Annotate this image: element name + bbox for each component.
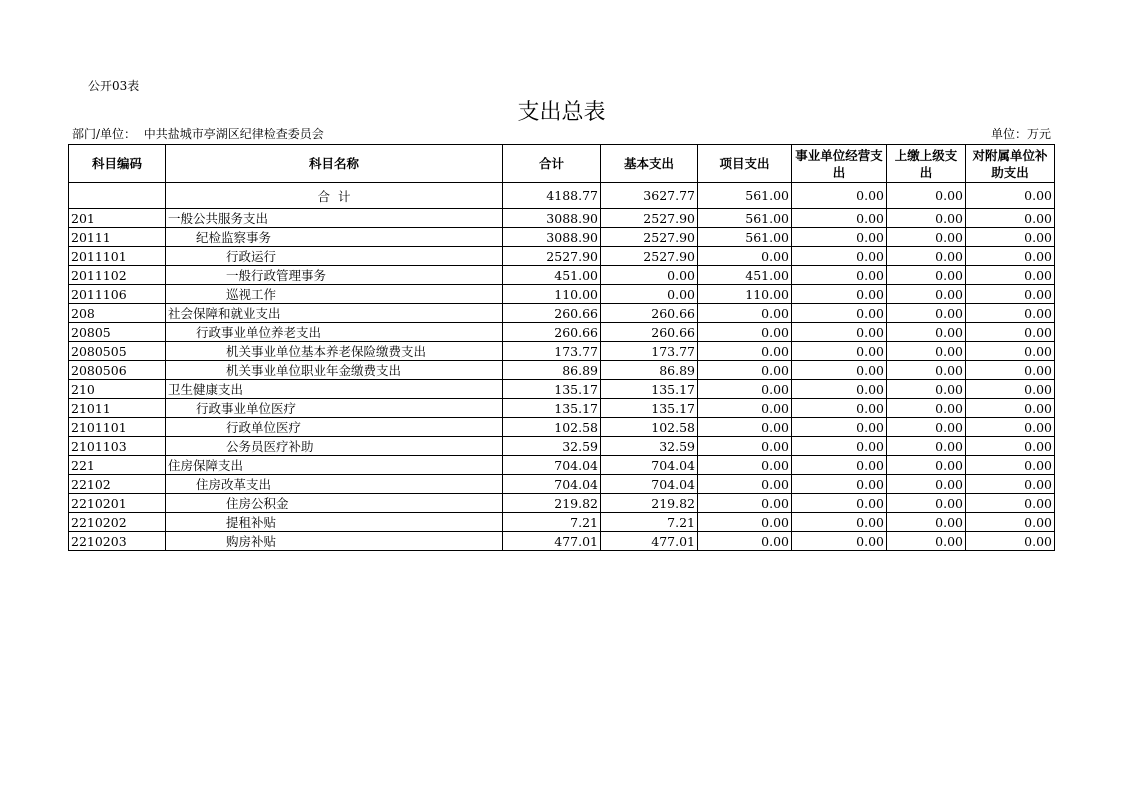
row-total: 704.04 — [503, 475, 601, 494]
row-name: 购房补贴 — [166, 532, 503, 551]
row-name: 行政事业单位医疗 — [166, 399, 503, 418]
row-upper: 0.00 — [887, 456, 966, 475]
row-name: 提租补贴 — [166, 513, 503, 532]
row-total: 3088.90 — [503, 228, 601, 247]
unit-label: 单位：万元 — [990, 127, 1051, 141]
row-business: 0.00 — [792, 494, 887, 513]
row-subsidy: 0.00 — [966, 361, 1055, 380]
row-subsidy: 0.00 — [966, 285, 1055, 304]
table-row — [69, 380, 1055, 399]
row-project: 0.00 — [698, 475, 792, 494]
row-basic: 2527.90 — [601, 247, 698, 266]
row-name: 行政事业单位养老支出 — [166, 323, 503, 342]
row-basic: 86.89 — [601, 361, 698, 380]
row-subsidy: 0.00 — [966, 475, 1055, 494]
row-basic: 704.04 — [601, 456, 698, 475]
row-basic: 173.77 — [601, 342, 698, 361]
table-row — [69, 475, 1055, 494]
header-business: 事业单位经营支出 — [792, 145, 887, 183]
row-upper: 0.00 — [887, 494, 966, 513]
row-upper: 0.00 — [887, 266, 966, 285]
row-business: 0.00 — [792, 209, 887, 228]
row-code: 2210203 — [69, 532, 166, 551]
row-upper: 0.00 — [887, 437, 966, 456]
row-upper: 0.00 — [887, 247, 966, 266]
row-business: 0.00 — [792, 513, 887, 532]
header-project: 项目支出 — [698, 145, 792, 183]
total-project: 561.00 — [698, 183, 792, 209]
department-line — [72, 125, 324, 142]
row-project: 0.00 — [698, 456, 792, 475]
row-project: 0.00 — [698, 361, 792, 380]
total-code-cell — [69, 183, 166, 209]
row-upper: 0.00 — [887, 228, 966, 247]
row-project: 0.00 — [698, 494, 792, 513]
row-business: 0.00 — [792, 456, 887, 475]
row-business: 0.00 — [792, 532, 887, 551]
header-code: 科目编码 — [69, 145, 166, 183]
row-project: 0.00 — [698, 247, 792, 266]
row-subsidy: 0.00 — [966, 228, 1055, 247]
row-code: 21011 — [69, 399, 166, 418]
row-upper: 0.00 — [887, 209, 966, 228]
table-row — [69, 513, 1055, 532]
row-total: 135.17 — [503, 380, 601, 399]
row-subsidy: 0.00 — [966, 304, 1055, 323]
row-business: 0.00 — [792, 304, 887, 323]
row-business: 0.00 — [792, 228, 887, 247]
row-upper: 0.00 — [887, 513, 966, 532]
row-upper: 0.00 — [887, 475, 966, 494]
total-subsidy: 0.00 — [966, 183, 1055, 209]
total-label: 合 计 — [166, 183, 503, 209]
row-name: 行政运行 — [166, 247, 503, 266]
table-row — [69, 285, 1055, 304]
row-project: 0.00 — [698, 437, 792, 456]
row-project: 451.00 — [698, 266, 792, 285]
row-basic: 135.17 — [601, 399, 698, 418]
row-basic: 0.00 — [601, 285, 698, 304]
table-row — [69, 247, 1055, 266]
row-business: 0.00 — [792, 323, 887, 342]
row-name: 一般行政管理事务 — [166, 266, 503, 285]
row-name: 社会保障和就业支出 — [166, 304, 503, 323]
row-total: 260.66 — [503, 323, 601, 342]
row-name: 巡视工作 — [166, 285, 503, 304]
department-label: 部门/单位： — [72, 127, 137, 141]
row-total: 135.17 — [503, 399, 601, 418]
row-code: 2011102 — [69, 266, 166, 285]
row-basic: 704.04 — [601, 475, 698, 494]
row-basic: 2527.90 — [601, 209, 698, 228]
row-basic: 135.17 — [601, 380, 698, 399]
row-business: 0.00 — [792, 342, 887, 361]
row-name: 住房改革支出 — [166, 475, 503, 494]
row-total: 260.66 — [503, 304, 601, 323]
row-code: 2210202 — [69, 513, 166, 532]
row-total: 86.89 — [503, 361, 601, 380]
row-name: 卫生健康支出 — [166, 380, 503, 399]
row-total: 32.59 — [503, 437, 601, 456]
table-row — [69, 456, 1055, 475]
row-upper: 0.00 — [887, 304, 966, 323]
row-project: 110.00 — [698, 285, 792, 304]
header-basic: 基本支出 — [601, 145, 698, 183]
row-basic: 7.21 — [601, 513, 698, 532]
row-code: 2011106 — [69, 285, 166, 304]
table-row — [69, 342, 1055, 361]
row-name: 住房公积金 — [166, 494, 503, 513]
row-name: 机关事业单位基本养老保险缴费支出 — [166, 342, 503, 361]
department-name: 中共盐城市亭湖区纪律检查委员会 — [143, 127, 324, 141]
row-basic: 0.00 — [601, 266, 698, 285]
row-project: 0.00 — [698, 399, 792, 418]
row-business: 0.00 — [792, 418, 887, 437]
row-subsidy: 0.00 — [966, 209, 1055, 228]
row-code: 2210201 — [69, 494, 166, 513]
row-code: 20805 — [69, 323, 166, 342]
row-basic: 477.01 — [601, 532, 698, 551]
row-total: 2527.90 — [503, 247, 601, 266]
row-business: 0.00 — [792, 475, 887, 494]
row-code: 221 — [69, 456, 166, 475]
row-name: 纪检监察事务 — [166, 228, 503, 247]
header-subsidy: 对附属单位补助支出 — [966, 145, 1055, 183]
row-total: 3088.90 — [503, 209, 601, 228]
row-name: 行政单位医疗 — [166, 418, 503, 437]
row-total: 451.00 — [503, 266, 601, 285]
row-business: 0.00 — [792, 399, 887, 418]
row-code: 2080506 — [69, 361, 166, 380]
row-total: 7.21 — [503, 513, 601, 532]
row-project: 0.00 — [698, 513, 792, 532]
total-business: 0.00 — [792, 183, 887, 209]
row-code: 2080505 — [69, 342, 166, 361]
table-row — [69, 304, 1055, 323]
row-subsidy: 0.00 — [966, 266, 1055, 285]
table-row — [69, 361, 1055, 380]
row-business: 0.00 — [792, 361, 887, 380]
total-total: 4188.77 — [503, 183, 601, 209]
row-code: 201 — [69, 209, 166, 228]
row-code: 20111 — [69, 228, 166, 247]
row-subsidy: 0.00 — [966, 380, 1055, 399]
row-subsidy: 0.00 — [966, 532, 1055, 551]
row-name: 公务员医疗补助 — [166, 437, 503, 456]
row-basic: 260.66 — [601, 323, 698, 342]
page-title: 支出总表 — [517, 100, 606, 125]
total-row — [69, 183, 1055, 209]
row-upper: 0.00 — [887, 361, 966, 380]
row-upper: 0.00 — [887, 285, 966, 304]
row-subsidy: 0.00 — [966, 437, 1055, 456]
row-subsidy: 0.00 — [966, 513, 1055, 532]
row-project: 0.00 — [698, 380, 792, 399]
header-row — [69, 145, 1055, 183]
row-upper: 0.00 — [887, 342, 966, 361]
table-row — [69, 437, 1055, 456]
row-code: 2101103 — [69, 437, 166, 456]
row-basic: 260.66 — [601, 304, 698, 323]
row-subsidy: 0.00 — [966, 399, 1055, 418]
row-project: 0.00 — [698, 532, 792, 551]
row-subsidy: 0.00 — [966, 323, 1055, 342]
total-basic: 3627.77 — [601, 183, 698, 209]
row-project: 0.00 — [698, 304, 792, 323]
table-row — [69, 399, 1055, 418]
row-subsidy: 0.00 — [966, 418, 1055, 437]
row-code: 210 — [69, 380, 166, 399]
row-upper: 0.00 — [887, 418, 966, 437]
expenditure-table — [68, 144, 1055, 551]
row-upper: 0.00 — [887, 380, 966, 399]
table-row — [69, 532, 1055, 551]
row-code: 208 — [69, 304, 166, 323]
row-basic: 102.58 — [601, 418, 698, 437]
table-row — [69, 266, 1055, 285]
row-name: 一般公共服务支出 — [166, 209, 503, 228]
row-upper: 0.00 — [887, 323, 966, 342]
form-code: 公开03表 — [88, 79, 140, 93]
row-basic: 219.82 — [601, 494, 698, 513]
row-total: 102.58 — [503, 418, 601, 437]
row-total: 110.00 — [503, 285, 601, 304]
row-name: 机关事业单位职业年金缴费支出 — [166, 361, 503, 380]
row-name: 住房保障支出 — [166, 456, 503, 475]
row-total: 173.77 — [503, 342, 601, 361]
row-business: 0.00 — [792, 285, 887, 304]
row-code: 2011101 — [69, 247, 166, 266]
table-row — [69, 323, 1055, 342]
table-row — [69, 494, 1055, 513]
header-upper: 上缴上级支出 — [887, 145, 966, 183]
row-total: 704.04 — [503, 456, 601, 475]
row-subsidy: 0.00 — [966, 494, 1055, 513]
row-subsidy: 0.00 — [966, 456, 1055, 475]
row-project: 0.00 — [698, 418, 792, 437]
table-row — [69, 228, 1055, 247]
row-project: 0.00 — [698, 323, 792, 342]
row-code: 2101101 — [69, 418, 166, 437]
row-basic: 2527.90 — [601, 228, 698, 247]
row-code: 22102 — [69, 475, 166, 494]
table-row — [69, 209, 1055, 228]
row-subsidy: 0.00 — [966, 342, 1055, 361]
row-project: 0.00 — [698, 342, 792, 361]
row-business: 0.00 — [792, 380, 887, 399]
row-upper: 0.00 — [887, 399, 966, 418]
header-name: 科目名称 — [166, 145, 503, 183]
row-total: 477.01 — [503, 532, 601, 551]
row-basic: 32.59 — [601, 437, 698, 456]
header-total: 合计 — [503, 145, 601, 183]
row-business: 0.00 — [792, 266, 887, 285]
row-total: 219.82 — [503, 494, 601, 513]
total-upper: 0.00 — [887, 183, 966, 209]
row-business: 0.00 — [792, 437, 887, 456]
row-business: 0.00 — [792, 247, 887, 266]
row-upper: 0.00 — [887, 532, 966, 551]
table-row — [69, 418, 1055, 437]
row-project: 561.00 — [698, 209, 792, 228]
row-subsidy: 0.00 — [966, 247, 1055, 266]
row-project: 561.00 — [698, 228, 792, 247]
